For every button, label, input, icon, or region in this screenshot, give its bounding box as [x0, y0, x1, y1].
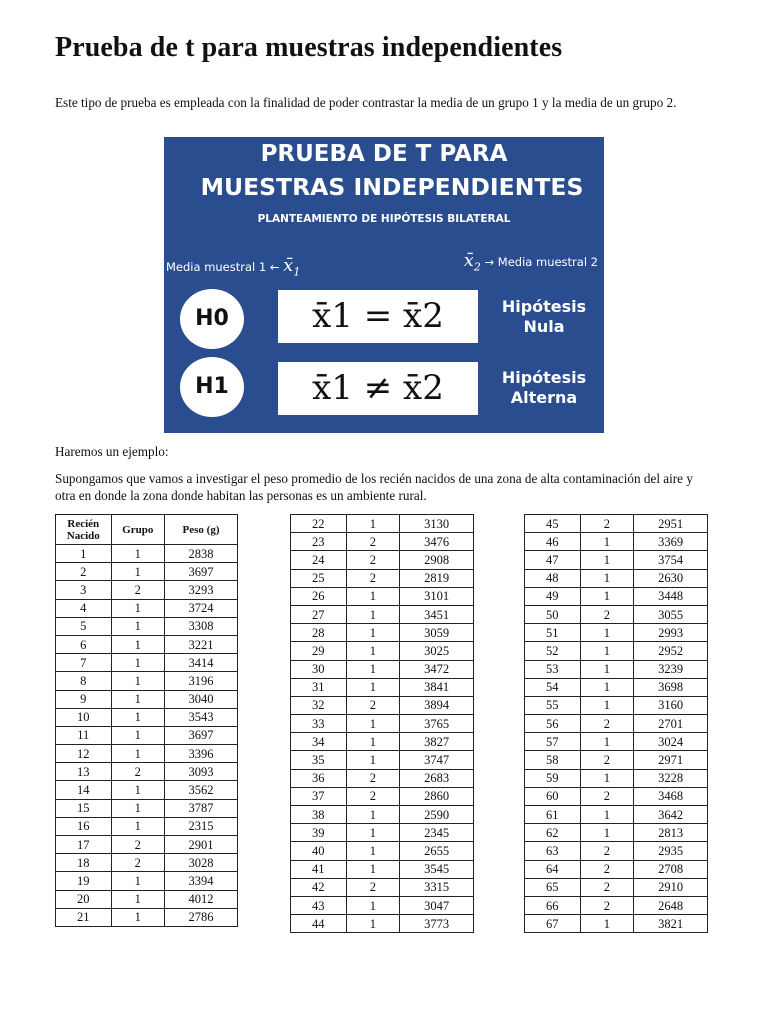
- cell-recien-nacido: 58: [525, 751, 581, 769]
- table-row: [56, 617, 238, 635]
- table-row: [291, 551, 474, 569]
- cell-grupo: 2: [580, 751, 634, 769]
- h0-equation: x̄1 = x̄2: [278, 290, 478, 343]
- cell-grupo: 1: [111, 563, 165, 581]
- cell-recien-nacido: 8: [56, 672, 112, 690]
- table-header-row: [56, 515, 238, 545]
- cell-grupo: 1: [111, 872, 165, 890]
- cell-grupo: 1: [580, 642, 634, 660]
- cell-grupo: 1: [346, 660, 400, 678]
- cell-recien-nacido: 7: [56, 654, 112, 672]
- table-row: [291, 642, 474, 660]
- cell-grupo: 1: [111, 890, 165, 908]
- media-muestral-2: [464, 250, 598, 274]
- table-row: [525, 878, 708, 896]
- cell-grupo: 1: [346, 587, 400, 605]
- cell-recien-nacido: 9: [56, 690, 112, 708]
- table-row: [291, 533, 474, 551]
- cell-peso: 3562: [165, 781, 238, 799]
- media-muestral-1: [166, 255, 300, 279]
- cell-grupo: 1: [111, 690, 165, 708]
- cell-grupo: 1: [111, 599, 165, 617]
- cell-peso: 3228: [634, 769, 708, 787]
- cell-recien-nacido: 55: [525, 696, 581, 714]
- header-recien-nacido: Recién Nacido: [56, 515, 112, 545]
- cell-grupo: 2: [580, 605, 634, 623]
- cell-recien-nacido: 22: [291, 515, 347, 533]
- cell-recien-nacido: 25: [291, 569, 347, 587]
- header-grupo: Grupo: [111, 515, 165, 545]
- cell-recien-nacido: 44: [291, 915, 347, 933]
- data-table-3: [524, 514, 708, 933]
- cell-peso: 3754: [634, 551, 708, 569]
- cell-recien-nacido: 6: [56, 635, 112, 653]
- cell-peso: 3697: [165, 726, 238, 744]
- cell-grupo: 1: [346, 751, 400, 769]
- table-row: [291, 769, 474, 787]
- cell-recien-nacido: 16: [56, 817, 112, 835]
- cell-peso: 2683: [400, 769, 474, 787]
- cell-grupo: 2: [580, 715, 634, 733]
- cell-recien-nacido: 49: [525, 587, 581, 605]
- table-row: [56, 635, 238, 653]
- cell-recien-nacido: 51: [525, 624, 581, 642]
- cell-peso: 3414: [165, 654, 238, 672]
- cell-peso: 3545: [400, 860, 474, 878]
- x1-symbol: $x̄_1$: [283, 255, 301, 279]
- table-row: [291, 678, 474, 696]
- table-row: [291, 860, 474, 878]
- table-row: [56, 654, 238, 672]
- table-row: [291, 806, 474, 824]
- cell-recien-nacido: 64: [525, 860, 581, 878]
- table-row: [291, 896, 474, 914]
- table-row: [525, 587, 708, 605]
- cell-recien-nacido: 45: [525, 515, 581, 533]
- cell-peso: 3747: [400, 751, 474, 769]
- table-row: [56, 708, 238, 726]
- x2-symbol: $x̄_2$: [463, 250, 481, 274]
- cell-recien-nacido: 53: [525, 660, 581, 678]
- cell-peso: 2838: [165, 545, 238, 563]
- cell-recien-nacido: 42: [291, 878, 347, 896]
- data-table-1: [55, 514, 238, 927]
- cell-recien-nacido: 34: [291, 733, 347, 751]
- cell-peso: 3315: [400, 878, 474, 896]
- cell-recien-nacido: 33: [291, 715, 347, 733]
- cell-recien-nacido: 52: [525, 642, 581, 660]
- cell-peso: 2315: [165, 817, 238, 835]
- table-row: [291, 569, 474, 587]
- table-row: [525, 769, 708, 787]
- cell-grupo: 1: [346, 896, 400, 914]
- cell-recien-nacido: 13: [56, 763, 112, 781]
- table-row: [56, 854, 238, 872]
- cell-grupo: 1: [111, 635, 165, 653]
- cell-peso: 2813: [634, 824, 708, 842]
- cell-grupo: 1: [346, 624, 400, 642]
- table-row: [525, 515, 708, 533]
- table-row: [525, 678, 708, 696]
- cell-grupo: 1: [580, 569, 634, 587]
- table-row: [525, 551, 708, 569]
- cell-peso: 2786: [165, 908, 238, 926]
- cell-grupo: 1: [346, 860, 400, 878]
- cell-peso: 3040: [165, 690, 238, 708]
- cell-peso: 3055: [634, 605, 708, 623]
- cell-peso: 3472: [400, 660, 474, 678]
- cell-peso: 2655: [400, 842, 474, 860]
- cell-peso: 3451: [400, 605, 474, 623]
- cell-grupo: 2: [111, 836, 165, 854]
- cell-recien-nacido: 66: [525, 896, 581, 914]
- cell-grupo: 2: [111, 854, 165, 872]
- cell-peso: 3059: [400, 624, 474, 642]
- cell-grupo: 2: [580, 860, 634, 878]
- cell-recien-nacido: 31: [291, 678, 347, 696]
- cell-peso: 3468: [634, 787, 708, 805]
- cell-peso: 3221: [165, 635, 238, 653]
- cell-peso: 3642: [634, 806, 708, 824]
- cell-peso: 2860: [400, 787, 474, 805]
- cell-grupo: 1: [346, 842, 400, 860]
- table-row: [525, 533, 708, 551]
- cell-grupo: 2: [346, 551, 400, 569]
- cell-recien-nacido: 19: [56, 872, 112, 890]
- cell-peso: 3697: [165, 563, 238, 581]
- cell-grupo: 2: [346, 769, 400, 787]
- cell-peso: 2630: [634, 569, 708, 587]
- table-row: [291, 915, 474, 933]
- cell-recien-nacido: 43: [291, 896, 347, 914]
- table-row: [525, 660, 708, 678]
- cell-recien-nacido: 24: [291, 551, 347, 569]
- cell-grupo: 2: [580, 878, 634, 896]
- cell-peso: 2993: [634, 624, 708, 642]
- cell-recien-nacido: 29: [291, 642, 347, 660]
- cell-grupo: 1: [346, 678, 400, 696]
- cell-peso: 3841: [400, 678, 474, 696]
- cell-recien-nacido: 50: [525, 605, 581, 623]
- cell-grupo: 1: [580, 696, 634, 714]
- cell-recien-nacido: 4: [56, 599, 112, 617]
- cell-peso: 2345: [400, 824, 474, 842]
- table-row: [525, 715, 708, 733]
- intro-paragraph: Este tipo de prueba es empleada con la finalidad de poder contrastar la media de un grupo 1 y la media de un grupo 2.: [55, 95, 677, 110]
- media-muestral-1-label: Media muestral 1 ←: [166, 260, 280, 274]
- hypothesis-banner-image: [164, 137, 604, 433]
- h1-text: Hipótesis Alterna: [501, 368, 587, 407]
- table-row: [525, 896, 708, 914]
- page-title: Prueba de t para muestras independientes: [55, 32, 563, 63]
- table-row: [525, 824, 708, 842]
- cell-grupo: 1: [580, 824, 634, 842]
- table-row: [291, 878, 474, 896]
- table-row: [56, 872, 238, 890]
- table-row: [525, 624, 708, 642]
- cell-recien-nacido: 67: [525, 915, 581, 933]
- cell-peso: 3047: [400, 896, 474, 914]
- cell-grupo: 2: [346, 787, 400, 805]
- table-row: [56, 763, 238, 781]
- cell-recien-nacido: 5: [56, 617, 112, 635]
- cell-peso: 3308: [165, 617, 238, 635]
- table-row: [291, 696, 474, 714]
- data-table-2: [290, 514, 474, 933]
- cell-recien-nacido: 11: [56, 726, 112, 744]
- banner-title-line1: PRUEBA DE T PARA: [260, 141, 508, 167]
- table-row: [525, 733, 708, 751]
- cell-peso: 2901: [165, 836, 238, 854]
- cell-peso: 2708: [634, 860, 708, 878]
- cell-recien-nacido: 48: [525, 569, 581, 587]
- cell-peso: 3394: [165, 872, 238, 890]
- cell-grupo: 2: [580, 896, 634, 914]
- cell-peso: 3894: [400, 696, 474, 714]
- cell-grupo: 2: [346, 533, 400, 551]
- cell-recien-nacido: 23: [291, 533, 347, 551]
- table-row: [56, 599, 238, 617]
- table-row: [291, 715, 474, 733]
- cell-peso: 3025: [400, 642, 474, 660]
- cell-peso: 3369: [634, 533, 708, 551]
- table-row: [525, 787, 708, 805]
- cell-recien-nacido: 27: [291, 605, 347, 623]
- cell-recien-nacido: 1: [56, 545, 112, 563]
- cell-peso: 2908: [400, 551, 474, 569]
- cell-peso: 3787: [165, 799, 238, 817]
- h0-circle: H0: [180, 289, 244, 349]
- cell-peso: 3160: [634, 696, 708, 714]
- h1-circle: H1: [180, 357, 244, 417]
- cell-grupo: 1: [111, 617, 165, 635]
- table-row: [56, 836, 238, 854]
- cell-grupo: 2: [111, 581, 165, 599]
- example-paragraph: Supongamos que vamos a investigar el peso promedio de los recién nacidos de una zona de alta contaminación del aire y otra en donde la zona donde habitan las personas es un ambiente rural.: [55, 471, 693, 503]
- cell-peso: 3130: [400, 515, 474, 533]
- table-row: [525, 642, 708, 660]
- table-row: [56, 781, 238, 799]
- cell-grupo: 1: [580, 624, 634, 642]
- cell-grupo: 1: [111, 708, 165, 726]
- cell-peso: 2701: [634, 715, 708, 733]
- cell-recien-nacido: 54: [525, 678, 581, 696]
- table-row: [56, 726, 238, 744]
- cell-recien-nacido: 62: [525, 824, 581, 842]
- cell-grupo: 1: [346, 605, 400, 623]
- cell-recien-nacido: 10: [56, 708, 112, 726]
- cell-grupo: 1: [346, 824, 400, 842]
- cell-recien-nacido: 39: [291, 824, 347, 842]
- cell-recien-nacido: 35: [291, 751, 347, 769]
- table-row: [56, 672, 238, 690]
- cell-peso: 3476: [400, 533, 474, 551]
- cell-recien-nacido: 40: [291, 842, 347, 860]
- cell-grupo: 1: [111, 726, 165, 744]
- cell-grupo: 1: [111, 545, 165, 563]
- cell-peso: 3821: [634, 915, 708, 933]
- table-row: [56, 563, 238, 581]
- cell-peso: 2648: [634, 896, 708, 914]
- cell-recien-nacido: 18: [56, 854, 112, 872]
- cell-recien-nacido: 32: [291, 696, 347, 714]
- table-row: [525, 696, 708, 714]
- table-row: [56, 545, 238, 563]
- table-row: [525, 860, 708, 878]
- table-row: [291, 624, 474, 642]
- cell-grupo: 2: [580, 787, 634, 805]
- table-row: [56, 908, 238, 926]
- cell-recien-nacido: 30: [291, 660, 347, 678]
- cell-grupo: 2: [346, 569, 400, 587]
- cell-recien-nacido: 12: [56, 745, 112, 763]
- cell-recien-nacido: 61: [525, 806, 581, 824]
- cell-recien-nacido: 41: [291, 860, 347, 878]
- cell-peso: 2952: [634, 642, 708, 660]
- table-row: [291, 787, 474, 805]
- header-peso: Peso (g): [165, 515, 238, 545]
- table-row: [525, 751, 708, 769]
- cell-grupo: 1: [580, 551, 634, 569]
- cell-recien-nacido: 36: [291, 769, 347, 787]
- cell-recien-nacido: 63: [525, 842, 581, 860]
- cell-recien-nacido: 21: [56, 908, 112, 926]
- cell-grupo: 1: [580, 733, 634, 751]
- table-row: [291, 515, 474, 533]
- table-row: [56, 890, 238, 908]
- table-row: [525, 915, 708, 933]
- table-row: [56, 799, 238, 817]
- cell-peso: 4012: [165, 890, 238, 908]
- cell-peso: 3093: [165, 763, 238, 781]
- table-row: [291, 733, 474, 751]
- cell-recien-nacido: 17: [56, 836, 112, 854]
- cell-peso: 3773: [400, 915, 474, 933]
- cell-recien-nacido: 38: [291, 806, 347, 824]
- cell-recien-nacido: 65: [525, 878, 581, 896]
- cell-grupo: 2: [346, 878, 400, 896]
- table-row: [56, 581, 238, 599]
- cell-grupo: 2: [111, 763, 165, 781]
- cell-peso: 2951: [634, 515, 708, 533]
- table-row: [291, 587, 474, 605]
- table-row: [56, 817, 238, 835]
- cell-grupo: 1: [580, 533, 634, 551]
- cell-peso: 3396: [165, 745, 238, 763]
- cell-recien-nacido: 14: [56, 781, 112, 799]
- cell-grupo: 1: [111, 817, 165, 835]
- table-row: [525, 842, 708, 860]
- cell-grupo: 1: [346, 915, 400, 933]
- cell-peso: 3293: [165, 581, 238, 599]
- table-row: [56, 745, 238, 763]
- cell-grupo: 1: [580, 806, 634, 824]
- cell-grupo: 1: [580, 678, 634, 696]
- cell-peso: 3543: [165, 708, 238, 726]
- cell-peso: 3827: [400, 733, 474, 751]
- banner-title-line2: MUESTRAS INDEPENDIENTES: [200, 173, 584, 201]
- media-muestral-2-label: → Media muestral 2: [484, 255, 598, 269]
- cell-grupo: 1: [111, 672, 165, 690]
- cell-peso: 2590: [400, 806, 474, 824]
- cell-grupo: 1: [580, 769, 634, 787]
- table-row: [525, 605, 708, 623]
- cell-grupo: 1: [346, 715, 400, 733]
- cell-recien-nacido: 60: [525, 787, 581, 805]
- cell-grupo: 1: [111, 781, 165, 799]
- cell-recien-nacido: 57: [525, 733, 581, 751]
- cell-peso: 3765: [400, 715, 474, 733]
- cell-recien-nacido: 28: [291, 624, 347, 642]
- cell-recien-nacido: 26: [291, 587, 347, 605]
- cell-peso: 2935: [634, 842, 708, 860]
- table-row: [291, 842, 474, 860]
- table-row: [525, 806, 708, 824]
- cell-grupo: 2: [346, 696, 400, 714]
- cell-peso: 3101: [400, 587, 474, 605]
- cell-peso: 3028: [165, 854, 238, 872]
- cell-recien-nacido: 47: [525, 551, 581, 569]
- cell-recien-nacido: 20: [56, 890, 112, 908]
- cell-peso: 3698: [634, 678, 708, 696]
- cell-peso: 2819: [400, 569, 474, 587]
- cell-peso: 3239: [634, 660, 708, 678]
- cell-grupo: 1: [111, 908, 165, 926]
- cell-recien-nacido: 37: [291, 787, 347, 805]
- cell-peso: 3448: [634, 587, 708, 605]
- table-row: [525, 569, 708, 587]
- cell-grupo: 2: [580, 515, 634, 533]
- example-heading: Haremos un ejemplo:: [55, 444, 169, 459]
- cell-grupo: 1: [346, 515, 400, 533]
- cell-grupo: 1: [111, 654, 165, 672]
- cell-grupo: 1: [111, 745, 165, 763]
- cell-grupo: 1: [346, 642, 400, 660]
- cell-grupo: 1: [346, 733, 400, 751]
- table-row: [291, 605, 474, 623]
- table-row: [291, 751, 474, 769]
- cell-peso: 2910: [634, 878, 708, 896]
- cell-recien-nacido: 15: [56, 799, 112, 817]
- table-row: [291, 660, 474, 678]
- cell-grupo: 1: [346, 806, 400, 824]
- cell-grupo: 1: [580, 915, 634, 933]
- cell-recien-nacido: 59: [525, 769, 581, 787]
- cell-peso: 3724: [165, 599, 238, 617]
- cell-recien-nacido: 46: [525, 533, 581, 551]
- table-row: [291, 824, 474, 842]
- cell-grupo: 1: [580, 587, 634, 605]
- banner-subtitle: PLANTEAMIENTO DE HIPÓTESIS BILATERAL: [257, 213, 511, 225]
- h1-equation: x̄1 ≠ x̄2: [278, 362, 478, 415]
- cell-recien-nacido: 56: [525, 715, 581, 733]
- cell-recien-nacido: 2: [56, 563, 112, 581]
- table-row: [56, 690, 238, 708]
- cell-grupo: 1: [580, 660, 634, 678]
- cell-peso: 2971: [634, 751, 708, 769]
- cell-peso: 3024: [634, 733, 708, 751]
- cell-recien-nacido: 3: [56, 581, 112, 599]
- cell-peso: 3196: [165, 672, 238, 690]
- cell-grupo: 2: [580, 842, 634, 860]
- h0-text: Hipótesis Nula: [501, 297, 587, 336]
- cell-grupo: 1: [111, 799, 165, 817]
